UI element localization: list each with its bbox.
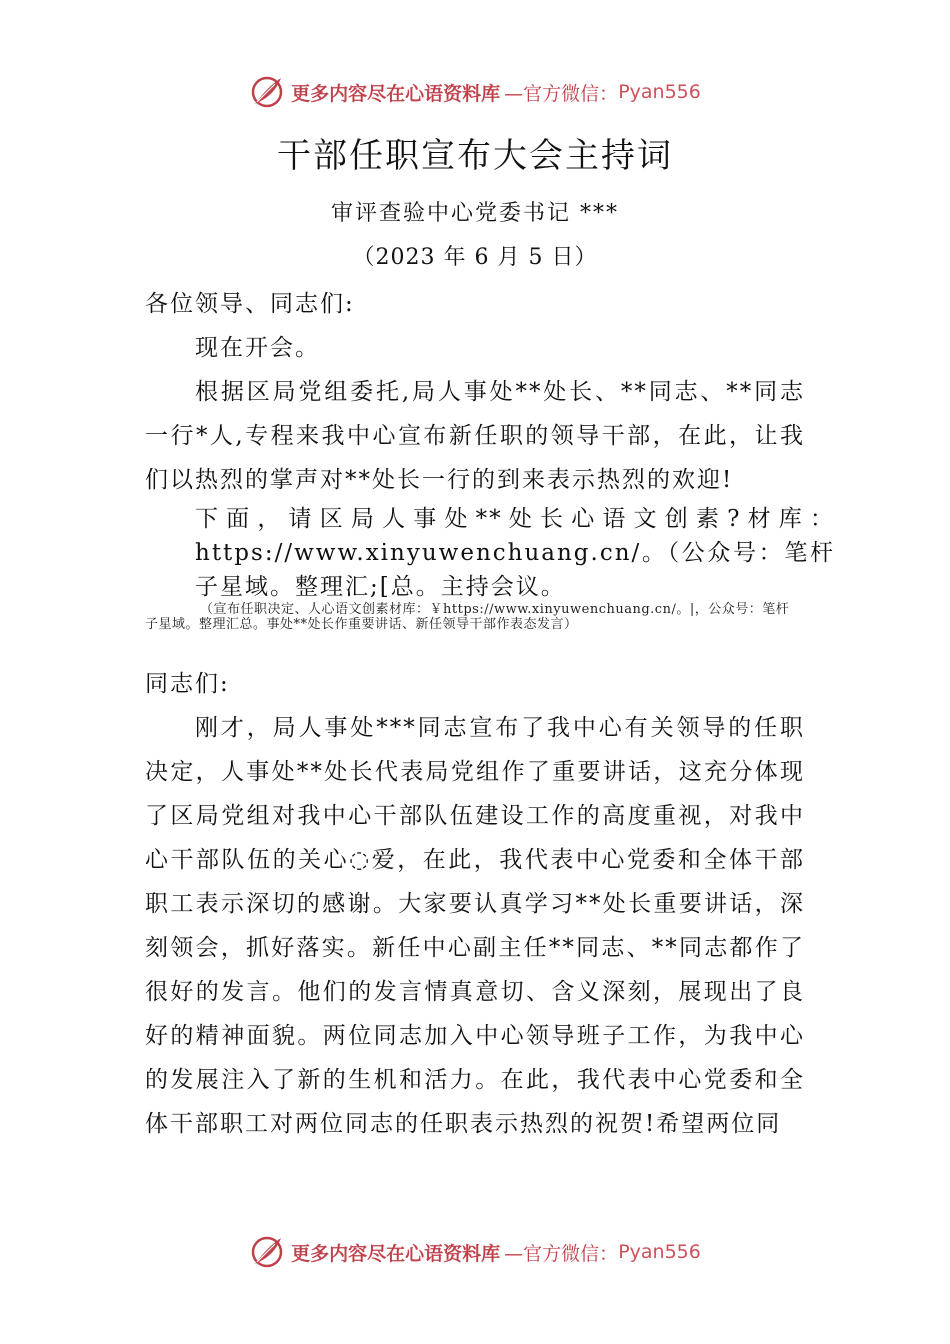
footer-banner [0, 1232, 950, 1272]
feather-circle-logo-icon [249, 1234, 285, 1270]
banner-separator: —官方微信： [504, 82, 619, 105]
footer-banner-brand: 更多内容尽在心语资料库 [291, 1242, 501, 1265]
document-date: （2023 年 6 月 5 日） [352, 245, 598, 270]
footer-banner-wechat-id: Pyan556 [618, 1241, 701, 1263]
document-subtitle: 审评查验中心党委书记 *** [331, 201, 619, 226]
bracket-note: （宣布任职决定、人心语文创素材库：￥https://www.xinyuwenchuang.cn/。|，公众号：笔杆子星域。整理汇总。事处**处长作重要讲话、新任领导干部作表态发言） [145, 602, 790, 632]
banner-brand: 更多内容尽在心语资料库 [291, 82, 501, 105]
paragraph-intro: 根据区局党组委托,局人事处**处长、**同志、**同志一行*人,专程来我中心宣布新任职的领导干部，在此，让我们以热烈的掌声对**处长一行的到来表示热烈的欢迎! [145, 379, 805, 493]
paragraph-open: 现在开会。 [195, 335, 320, 361]
paragraph-next: 下面，请区局人事处**处长心语文创素?材库：https://www.xinyuwenchuang.cn/。（公众号：笔杆子星域。整理汇;[总。主持会议。 [195, 506, 835, 600]
banner-wechat-id: Pyan556 [618, 81, 701, 103]
feather-circle-logo-icon [249, 74, 285, 110]
salutation-comrades: 同志们: [145, 671, 230, 697]
salutation: 各位领导、同志们: [145, 291, 355, 317]
paragraph-main: 刚才，局人事处***同志宣布了我中心有关领导的任职决定，人事处**处长代表局党组作了重要讲话，这充分体现了区局党组对我中心干部队伍建设工作的高度重视，对我中心干部队伍的关心◌爱，在此，我代表中心党委和全体干部职工表示深切的感谢。大家要认真学习**处长重要讲话，深刻领会，抓好落实。新任中心副主任**同志、**同志都作了很好的发言。他们的发言情真意切、含义深刻，展现出了良好的精神面貌。两位同志加入中心领导班子工作，为我中心的发展注入了新的生机和活力。在此，我代表中心党委和全体干部职工对两位同志的任职表示热烈的祝贺!希望两位同 [145, 715, 805, 1137]
header-banner [0, 72, 950, 112]
document-title: 干部任职宣布大会主持词 [277, 136, 673, 176]
footer-banner-separator: —官方微信： [504, 1242, 619, 1265]
